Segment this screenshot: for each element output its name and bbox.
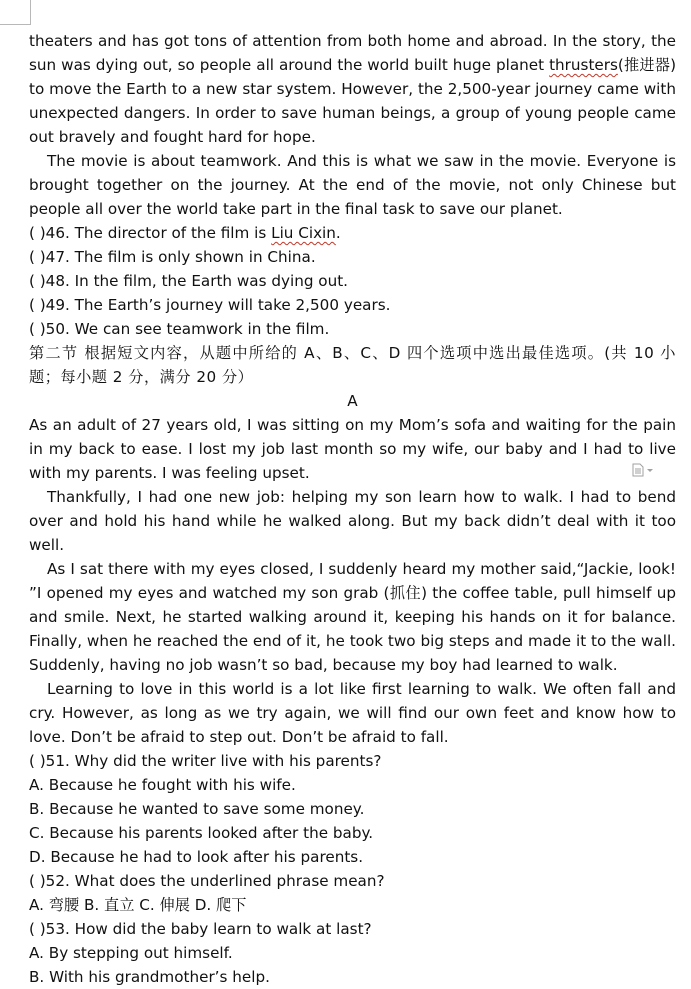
spellcheck-underlined-word: thrusters (549, 56, 618, 74)
passage1-p1-text: theaters and has got tons of attention from both home and abroad. In the story, the sun was dying out, so people all around the world built huge planet (29, 32, 676, 74)
passageA-paragraph-2: Thankfully, I had one new job: helping my son learn how to walk. I had to bend over and hold his hand while he walked along. But my back didn’t deal with it too well. (29, 488, 676, 554)
spellcheck-underlined-name: Liu Cixin (271, 224, 336, 242)
question-46-text: ( )46. The director of the film is (29, 224, 272, 242)
passage1-paragraph-2: The movie is about teamwork. And this is what we saw in the movie. Everyone is brought together on the journey. At the end of the movie, not only Chinese but people all over the world take part in the final task to save our planet. (29, 152, 676, 218)
passage1-paragraph-1 (29, 29, 676, 149)
question-48: ( )48. In the film, the Earth was dying out. (29, 272, 348, 290)
question-49: ( )49. The Earth’s journey will take 2,500 years. (29, 296, 391, 314)
question-52-options: A. 弯腰 B. 直立 C. 伸展 D. 爬下 (29, 896, 247, 914)
page-corner-mark (0, 0, 31, 25)
question-51-option-c: C. Because his parents looked after the baby. (29, 824, 374, 842)
question-52: ( )52. What does the underlined phrase mean? (29, 872, 385, 890)
passageA-paragraph-3: As I sat there with my eyes closed, I suddenly heard my mother said,“Jackie, look! ”I opened my eyes and watched my son grab (抓住) the coffee table, pull himself up and smile. Next, he started walking around it, keeping his hands on it for balance. Finally, when he reached the end of it, he took two big steps and made it to the wall. Suddenly, having no job wasn’t so bad, because my boy had learned to walk. (29, 560, 676, 674)
question-53-option-b: B. With his grandmother’s help. (29, 968, 270, 986)
passage1-p1-text-cont: (推进器) to move the Earth to a new star system. However, the 2,500-year journey came with unexpected dangers. In order to save human beings, a group of young people came out bravely and fought hard for hope. (29, 56, 676, 146)
question-53-option-a: A. By stepping out himself. (29, 944, 233, 962)
passage-label: A (347, 392, 358, 410)
question-53: ( )53. How did the baby learn to walk at last? (29, 920, 372, 938)
passageA-paragraph-1: As an adult of 27 years old, I was sitting on my Mom’s sofa and waiting for the pain in my back to ease. I lost my job last month so my wife, our baby and I had to live with my parents. I was feeling upset. (29, 416, 676, 482)
paste-options-icon[interactable] (632, 462, 654, 476)
question-50: ( )50. We can see teamwork in the film. (29, 320, 330, 338)
document-body (29, 29, 676, 989)
question-47: ( )47. The film is only shown in China. (29, 248, 316, 266)
question-51-option-d: D. Because he had to look after his parents. (29, 848, 364, 866)
question-46 (29, 221, 676, 245)
question-46-suffix: . (335, 224, 341, 242)
question-51-option-a: A. Because he fought with his wife. (29, 776, 296, 794)
passageA-paragraph-4: Learning to love in this world is a lot like first learning to walk. We often fall and cry. However, as long as we try again, we will find our own feet and know how to love. Don’t be afraid to step out. Don’t be afraid to fall. (29, 680, 676, 746)
section-2-heading: 第二节 根据短文内容，从题中所给的 A、B、C、D 四个选项中选出最佳选项。(共 10 小题；每小题 2 分，满分 20 分） (29, 344, 676, 386)
question-51-option-b: B. Because he wanted to save some money. (29, 800, 365, 818)
question-51: ( )51. Why did the writer live with his parents? (29, 752, 382, 770)
